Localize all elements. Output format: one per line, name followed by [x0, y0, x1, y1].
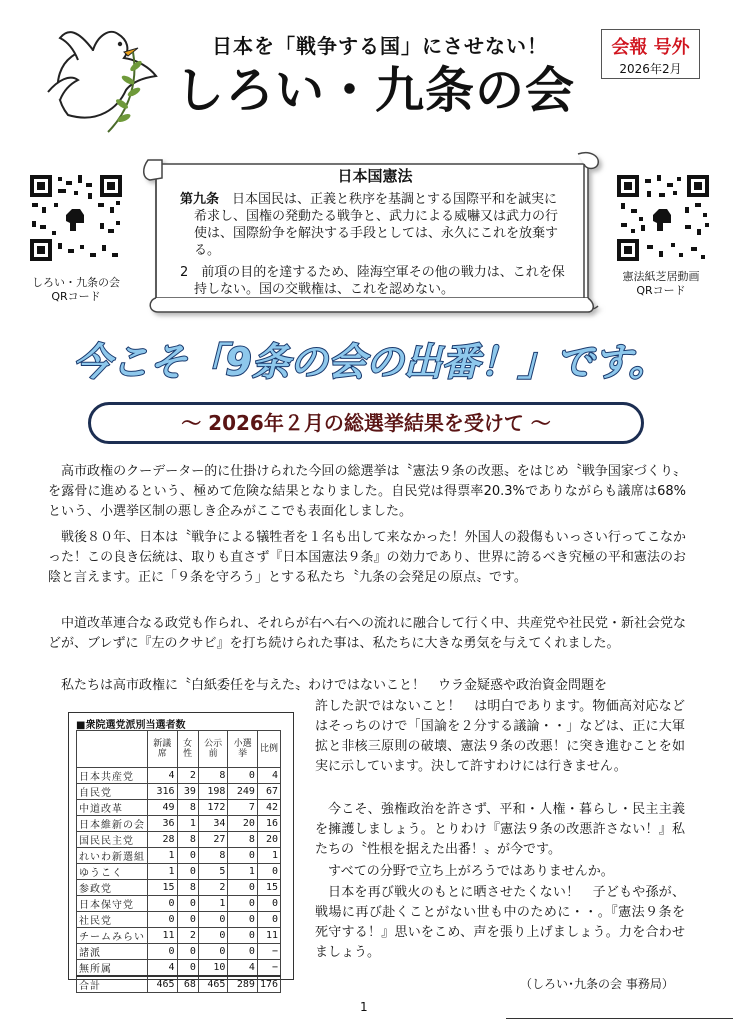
seat-count-cell: 0 [228, 928, 258, 944]
column-header: 公示前 [198, 731, 228, 768]
body-paragraph-4-lead: 私たちは高市政権に〝白紙委任を与えた〟わけではないこと！ ウラ金疑惑や政治資金問題を [61, 678, 608, 693]
seat-count-cell: 0 [198, 912, 228, 928]
results-table-body [77, 768, 281, 993]
seat-count-cell: 1 [177, 816, 198, 832]
seat-count-cell: 0 [177, 960, 198, 977]
body-paragraph-2: 戦後８０年、日本は〝戦争による犠牲者を１名も出して来なかった！外国人の殺傷もいっさい行ってこなかった！この良き伝統は、取りも直さず『日本国憲法９条』の効力であり、世界に誇るべき究極の平和憲法のお陰と言えます。正に「９条を守ろう」とする私たち〝九条の会発足の原点〟です。 [48, 530, 686, 585]
signature: （しろい･九条の会 事務局） [520, 977, 674, 991]
party-name-cell: 中道改革 [77, 800, 148, 816]
seat-count-cell: 465 [198, 976, 228, 993]
article-9-paragraph-2: 2 前項の目的を達するため、陸海空軍その他の戦力は、これを保持しない。国の交戦権は、これを認めない。 [180, 265, 565, 297]
table-row [77, 864, 281, 880]
body-paragraph-3: 中道改革連合なる政党も作られ、それらが右へ右への流れに融合して行く中、共産党や社民党・新社会党などが、ブレずに『左のクサビ』を打ち続けられた事は、私たちに大きな勇気を与えてくれました。 [48, 616, 686, 651]
seat-count-cell: − [257, 944, 280, 960]
seat-count-cell: 465 [148, 976, 178, 993]
qr-caption-left-line2: QRコード [51, 290, 101, 303]
column-header: 女性 [177, 731, 198, 768]
seat-count-cell: 0 [228, 768, 258, 784]
table-row [77, 784, 281, 800]
party-column-header [77, 731, 148, 768]
seat-count-cell: 289 [228, 976, 258, 993]
table-row [77, 896, 281, 912]
table-row [77, 912, 281, 928]
party-name-cell: 日本保守党 [77, 896, 148, 912]
seat-count-cell: 8 [177, 800, 198, 816]
seat-count-cell: 0 [228, 944, 258, 960]
seat-count-cell: 8 [198, 848, 228, 864]
qr-caption-left [16, 276, 136, 304]
seat-count-cell: 27 [198, 832, 228, 848]
seat-count-cell: 0 [198, 928, 228, 944]
seat-count-cell: 2 [177, 928, 198, 944]
seat-count-cell: 11 [148, 928, 178, 944]
seat-count-cell: 0 [198, 944, 228, 960]
party-name-cell: ゆうこく [77, 864, 148, 880]
table-row [77, 976, 281, 993]
seat-count-cell: 49 [148, 800, 178, 816]
seat-count-cell: 15 [148, 880, 178, 896]
seat-count-cell: 20 [257, 832, 280, 848]
seat-count-cell: 2 [198, 880, 228, 896]
table-row [77, 928, 281, 944]
party-name-cell: 合計 [77, 976, 148, 993]
seat-count-cell: 0 [148, 912, 178, 928]
qr-caption-right [601, 270, 721, 298]
seat-count-cell: 4 [148, 768, 178, 784]
qr-code-right[interactable] [615, 173, 711, 263]
seat-count-cell: 0 [228, 912, 258, 928]
article-9-text: 日本国民は、正義と秩序を基調とする国際平和を誠実に希求し、国権の発動たる戦争と、武力による威嚇又は武力の行使は、国際紛争を解決する手段としては、永久にこれを放棄する。 [194, 192, 559, 258]
header-slogan: 日本を「戦争する国」にさせない！ [212, 34, 548, 58]
seat-count-cell: 36 [148, 816, 178, 832]
seat-count-cell: 42 [257, 800, 280, 816]
seat-count-cell: 0 [177, 848, 198, 864]
party-name-cell: 諸派 [77, 944, 148, 960]
seat-count-cell: 2 [177, 768, 198, 784]
seat-count-cell: 68 [177, 976, 198, 993]
party-name-cell: れいわ新選組 [77, 848, 148, 864]
seat-count-cell: 0 [257, 912, 280, 928]
table-row [77, 832, 281, 848]
article-label: 第九条 [180, 192, 220, 207]
seat-count-cell: 39 [177, 784, 198, 800]
party-name-cell: チームみらい [77, 928, 148, 944]
qr-caption-right-line2: QRコード [636, 284, 686, 297]
table-row [77, 768, 281, 784]
seat-count-cell: 0 [228, 896, 258, 912]
election-results-table [76, 730, 281, 993]
seat-count-cell: 11 [257, 928, 280, 944]
body-paragraph-6: すべての分野で立ち上がろうではありませんか。 [328, 864, 614, 879]
party-name-cell: 自民党 [77, 784, 148, 800]
constitution-title: 日本国憲法 [337, 167, 413, 185]
party-name-cell: 日本共産党 [77, 768, 148, 784]
seat-count-cell: 8 [228, 832, 258, 848]
seat-count-cell: 172 [198, 800, 228, 816]
seat-count-cell: 0 [177, 944, 198, 960]
body-paragraph-5: 今こそ、強権政治を許さず、平和・人権・暮らし・民主主義を擁護しましょう。とりわけ『憲法９条の改悪許さない！』私たちの〝性根を据えた出番！〟が今です。 [315, 802, 685, 857]
headline-banner-text: 今こそ「9条の会の出番！」です。 [73, 340, 667, 384]
table-header-row [77, 731, 281, 768]
seat-count-cell: 15 [257, 880, 280, 896]
party-name-cell: 国民民主党 [77, 832, 148, 848]
seat-count-cell: 1 [257, 848, 280, 864]
seat-count-cell: 176 [257, 976, 280, 993]
seat-count-cell: 1 [148, 848, 178, 864]
issue-date: 2026年2月 [619, 62, 682, 76]
qr-code-left[interactable] [28, 173, 124, 263]
seat-count-cell: 198 [198, 784, 228, 800]
body-paragraph-4-rest: 許した訳ではないこと！ は明白であります。物価高対応などはそっちのけで「国論を２分する議論・・」などは、正に大軍拡と非核三原則の破壊、憲法９条の改悪！に突き進むことを如実に示しています。決して許すわけには行きません。 [315, 699, 685, 774]
qr-caption-right-line1: 憲法紙芝居動画 [622, 270, 700, 283]
table-row [77, 960, 281, 977]
seat-count-cell: 5 [198, 864, 228, 880]
seat-count-cell: 4 [148, 960, 178, 977]
table-row [77, 800, 281, 816]
seat-count-cell: 0 [177, 864, 198, 880]
party-name-cell: 参政党 [77, 880, 148, 896]
seat-count-cell: 316 [148, 784, 178, 800]
party-name-cell: 日本維新の会 [77, 816, 148, 832]
seat-count-cell: 16 [257, 816, 280, 832]
seat-count-cell: 8 [177, 832, 198, 848]
column-header: 小選挙 [228, 731, 258, 768]
seat-count-cell: 1 [198, 896, 228, 912]
dove-illustration [38, 20, 168, 138]
subtitle-pill: ～ 2026年２月の総選挙結果を受けて ～ [88, 402, 644, 444]
seat-count-cell: 0 [228, 848, 258, 864]
seat-count-cell: 0 [257, 864, 280, 880]
seat-count-cell: 10 [198, 960, 228, 977]
body-paragraph-7: 日本を再び戦火のもとに晒させたくない！ 子どもや孫が、戦場に再び赴くことがない世も中のために・・。『憲法９条を死守する！』思いをこめ、声を張り上げましょう。力を合わせましょう。 [315, 885, 685, 960]
party-name-cell: 社民党 [77, 912, 148, 928]
seat-count-cell: 0 [257, 896, 280, 912]
seat-count-cell: 20 [228, 816, 258, 832]
seat-count-cell: − [257, 960, 280, 977]
seat-count-cell: 0 [177, 896, 198, 912]
seat-count-cell: 249 [228, 784, 258, 800]
seat-count-cell: 0 [148, 896, 178, 912]
newsletter-title: しろい・九条の会 [174, 62, 575, 119]
table-row [77, 816, 281, 832]
column-header: 新議席 [148, 731, 178, 768]
party-name-cell: 無所属 [77, 960, 148, 977]
article-9-paragraph-1 [180, 191, 570, 259]
constitution-text [180, 168, 570, 303]
issue-label: 会報 号外 [611, 37, 690, 58]
seat-count-cell: 4 [228, 960, 258, 977]
seat-count-cell: 1 [228, 864, 258, 880]
table-row [77, 848, 281, 864]
body-paragraph-1: 高市政権のクーデーター的に仕掛けられた今回の総選挙は〝憲法９条の改悪〟をはじめ〝戦争国家づくり〟を露骨に進めるという、極めて危険な結果となりました。自民党は得票率20.3%でありながらも議席は68%という、小選挙区制の悪しき企みがここでも表面化しました。 [48, 464, 686, 519]
seat-count-cell: 67 [257, 784, 280, 800]
headline-banner [73, 325, 667, 395]
seat-count-cell: 1 [148, 864, 178, 880]
seat-count-cell: 0 [228, 880, 258, 896]
seat-count-cell: 0 [148, 944, 178, 960]
table-row [77, 880, 281, 896]
table-row [77, 944, 281, 960]
issue-badge [601, 29, 700, 79]
seat-count-cell: 8 [177, 880, 198, 896]
footer-rule [506, 1018, 733, 1019]
seat-count-cell: 0 [177, 912, 198, 928]
seat-count-cell: 28 [148, 832, 178, 848]
qr-caption-left-line1: しろい・九条の会 [32, 276, 120, 289]
table-caption: ■衆院選党派別当選者数 [76, 720, 186, 731]
page-number: 1 [360, 1000, 368, 1014]
seat-count-cell: 8 [198, 768, 228, 784]
seat-count-cell: 7 [228, 800, 258, 816]
seat-count-cell: 34 [198, 816, 228, 832]
column-header: 比例 [257, 731, 280, 768]
seat-count-cell: 4 [257, 768, 280, 784]
